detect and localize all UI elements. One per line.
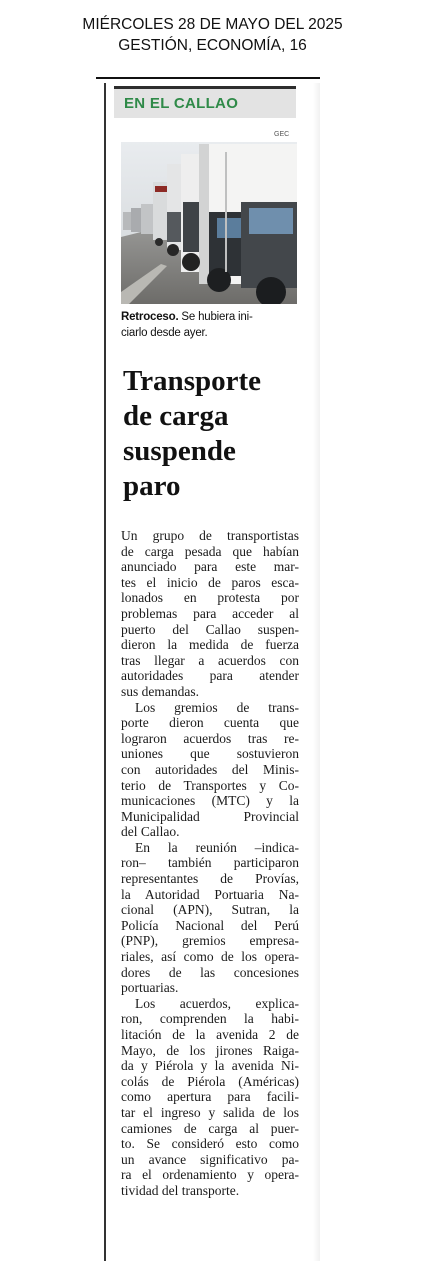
article-line: tar el ingreso y salida de los [121,1104,299,1120]
article-line: to. Se consideró esto como [121,1136,299,1152]
article-line: camiones de carga al puer- [121,1120,299,1136]
article-paragraph [121,700,299,840]
article-line: litación de la avenida 2 de [121,1027,299,1042]
article-line: colás de Piérola (Américas) [121,1073,299,1089]
article-line: ra el ordenamiento y opera- [121,1167,299,1183]
article-line: Municipalidad Provincial [121,808,299,824]
article-line: Policía Nacional del Perú [121,917,299,933]
article-line: la Autoridad Portuaria Na- [121,886,299,902]
article-line: tes el inicio de paros esca- [121,574,299,590]
article-line: ron, comprenden la habi- [121,1011,299,1027]
article-line: sus demandas. [121,683,199,699]
article-line: cional (APN), Sutran, la [121,902,299,918]
caption-line-1-rest: Se hubiera ini- [178,311,253,323]
article-line: terio de Transportes y Co- [121,777,299,793]
article-line: anunciado para este mar- [121,559,299,575]
article-line: lonados en protesta por [121,590,299,606]
caption-line-2: ciarlo desde ayer. [121,327,208,339]
section-label: EN EL CALLAO [124,95,239,112]
article-line: municaciones (MTC) y la [121,793,299,809]
article-line: Los acuerdos, explica- [135,995,299,1011]
article-line: un avance significativo pa- [121,1151,299,1167]
headline: Transporte de carga suspende paro [123,365,262,502]
article-line: tividad del transporte. [121,1182,240,1198]
article-line: porte dieron cuenta que [121,715,299,731]
header-divider [96,77,320,79]
article-line: riales, así como de los opera- [121,949,299,965]
article-line: problemas para acceder al [121,605,299,621]
article-line: de carga pesada que habían [121,543,299,559]
article-line: tras llegar a acuerdos con [121,652,299,668]
header-date: MIÉRCOLES 28 DE MAYO DEL 2025 [82,16,343,33]
article-line: con autoridades del Minis- [121,761,299,777]
trucks-photo [121,142,297,304]
article-line: portuarias. [121,980,179,996]
photo-caption [121,309,297,341]
article-line: dores de las concesiones [121,964,299,980]
article-line: Un grupo de transportistas [121,528,299,543]
article-line: da y Piérola y la avenida Ni- [121,1058,299,1074]
article-line: puerto del Callao suspen- [121,621,299,637]
article-line: Los gremios de trans- [135,699,299,715]
header-publication: GESTIÓN, ECONOMÍA, 16 [118,37,307,54]
article-line: dieron la medida de fuerza [121,637,299,653]
article-line: lograron acuerdos tras re- [121,730,299,746]
article-line: del Callao. [121,824,180,840]
article-paragraph [121,996,299,1199]
article-line: (PNP), gremios empresa- [121,933,299,949]
article-line: En la reunión –indica- [135,839,299,855]
article-paragraph [121,840,299,996]
article-line: ron– también participaron [121,855,299,871]
article-line: autoridades para atender [121,668,299,684]
article-line: representantes de Provías, [121,871,299,887]
article-line: uniones que sostuvieron [121,746,299,762]
article-paragraph [121,528,299,700]
caption-bold: Retroceso. [121,311,179,323]
photo-credit: GEC [274,131,290,138]
article-body [121,528,299,1199]
article-line: como apertura para facili- [121,1089,299,1105]
page-header [0,14,425,56]
clipping-shadow-edge [313,83,320,1261]
caption-line-1 [121,309,297,325]
article-line: Mayo, de los jirones Raiga- [121,1042,299,1058]
section-banner [114,86,296,118]
